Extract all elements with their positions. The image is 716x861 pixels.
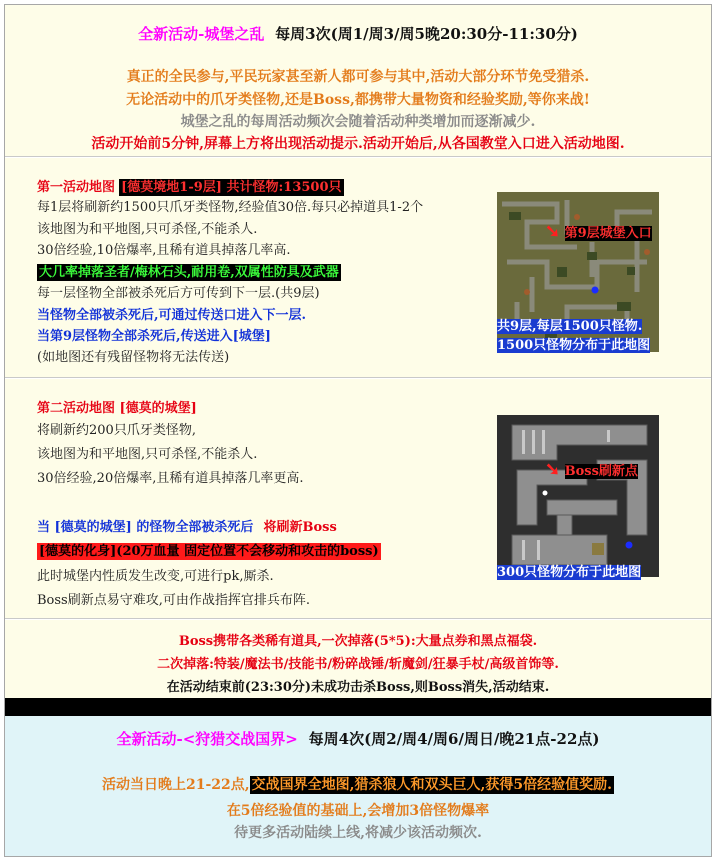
map2-boss-spawn-label: Boss刷新点: [564, 464, 638, 479]
event2-line1b: 交战国界全地图,猎杀狼人和双头巨人,获得5倍经验值奖励.: [251, 777, 613, 793]
map1-line5: 每一层怪物全部被杀死后方可传到下一层.(共9层): [37, 286, 320, 301]
event2-schedule: 每周4次(周2/周4/周6/周日/晚21点-22点): [308, 730, 600, 748]
map1-label: 第一活动地图: [37, 180, 116, 195]
map1-highlight: [德莫境地1-9层] 共计怪物:13500只: [121, 180, 342, 195]
event2-title: 全新活动-<狩猎交战国界>: [116, 730, 298, 748]
event2-line3: 待更多活动陆续上线,将减少该活动频次.: [234, 825, 482, 841]
rewards-line3: 在活动结束前(23:30分)未成功击杀Boss,则Boss消失,活动结束.: [166, 680, 550, 695]
map1-drops: 大几率掉落圣者/梅林石头,耐用卷,双属性防具及武器: [39, 265, 339, 280]
map1-line1: 每1层将刷新约1500只爪牙类怪物,经验值30倍.每只必掉道具1-2个: [37, 200, 424, 215]
map1-drops-row: [37, 261, 341, 280]
event1-intro2: 无论活动中的爪牙类怪物,还是Boss,都携带大量物资和经验奖励,等你来战!: [126, 92, 590, 108]
map1-section: [5, 158, 711, 378]
map2-caption: 300只怪物分布于此地图: [497, 565, 642, 580]
rewards-line2: 二次掉落:特装/魔法书/技能书/粉碎战锤/斩魔剑/狂暴手杖/高级首饰等.: [157, 657, 559, 672]
event1-intro1: 真正的全民参与,平民玩家甚至新人都可参与其中,活动大部分环节免受猎杀.: [126, 69, 590, 85]
map1-caption1: 共9层,每层1500只怪物.: [497, 319, 643, 334]
red-arrow-icon: ➘: [545, 221, 561, 242]
map2-boss-marker: [545, 459, 638, 480]
event2-line1: [5, 774, 711, 794]
event2-line1a: 活动当日晚上21-22点,: [101, 777, 250, 793]
event1-intro4: 活动开始前5分钟,屏幕上方将出现活动提示.活动开始后,从各国教堂入口进入活动地图.: [91, 136, 625, 152]
red-arrow-icon: ➘: [545, 459, 561, 480]
event1-section: [5, 5, 711, 157]
event1-heading: [5, 23, 711, 44]
event1-intro3: 城堡之乱的每周活动频次会随着活动种类增加而逐渐减少.: [180, 114, 536, 130]
map2-boss-name: [德莫的化身](20万血量 固定位置不会移动和攻击的boss): [39, 544, 379, 559]
event1-title: 全新活动-城堡之乱: [138, 25, 265, 43]
rewards-line1: Boss携带各类稀有道具,一次掉落(5*5):大量点券和黑点福袋.: [178, 634, 538, 649]
event2-heading: [5, 728, 711, 749]
map2-line3: 30倍经验,20倍爆率,且稀有道具掉落几率更高.: [37, 471, 304, 486]
map2-boss-line-a: 当 [德莫的城堡] 的怪物全部被杀死后: [37, 520, 254, 535]
map1-entrance-label: 第9层城堡入口: [564, 226, 652, 241]
map2-line1: 将刷新约200只爪牙类怪物,: [37, 423, 196, 438]
map2-section: [5, 379, 711, 619]
event2-section: [5, 716, 711, 856]
map1-line2: 该地图为和平地图,只可杀怪,不能杀人.: [37, 222, 258, 237]
section-divider: [5, 698, 711, 716]
rewards-section: [5, 620, 711, 698]
map1-line6: 当怪物全部被杀死后,可通过传送口进入下一层.: [37, 308, 307, 323]
map2-line2: 该地图为和平地图,只可杀怪,不能杀人.: [37, 447, 258, 462]
map2-boss-line-b: 将刷新Boss: [263, 520, 337, 535]
map2-label: 第二活动地图 [德莫的城堡]: [37, 401, 197, 416]
event1-schedule: 每周3次(周1/周3/周5晚20:30分-11:30分): [275, 25, 578, 43]
event2-line2: 在5倍经验值的基础上,会增加3倍怪物爆率: [226, 803, 490, 819]
map1-line8: (如地图还有残留怪物将无法传送): [37, 350, 230, 365]
map1-line7: 当第9层怪物全部杀死后,传送进入[城堡]: [37, 329, 271, 344]
map2-line7: Boss刷新点易守难攻,可由作战指挥官排兵布阵.: [37, 593, 310, 608]
map2-image: [497, 415, 659, 577]
map1-header: [37, 176, 344, 195]
map2-boss-name-row: [37, 540, 381, 559]
map1-entrance-marker: [545, 221, 652, 242]
map1-caption2: 1500只怪物分布于此地图: [497, 338, 651, 353]
map1-line3: 30倍经验,10倍爆率,且稀有道具掉落几率高.: [37, 243, 291, 258]
map2-line6: 此时城堡内性质发生改变,可进行pk,厮杀.: [37, 569, 274, 584]
map2-boss-line: [37, 516, 337, 535]
